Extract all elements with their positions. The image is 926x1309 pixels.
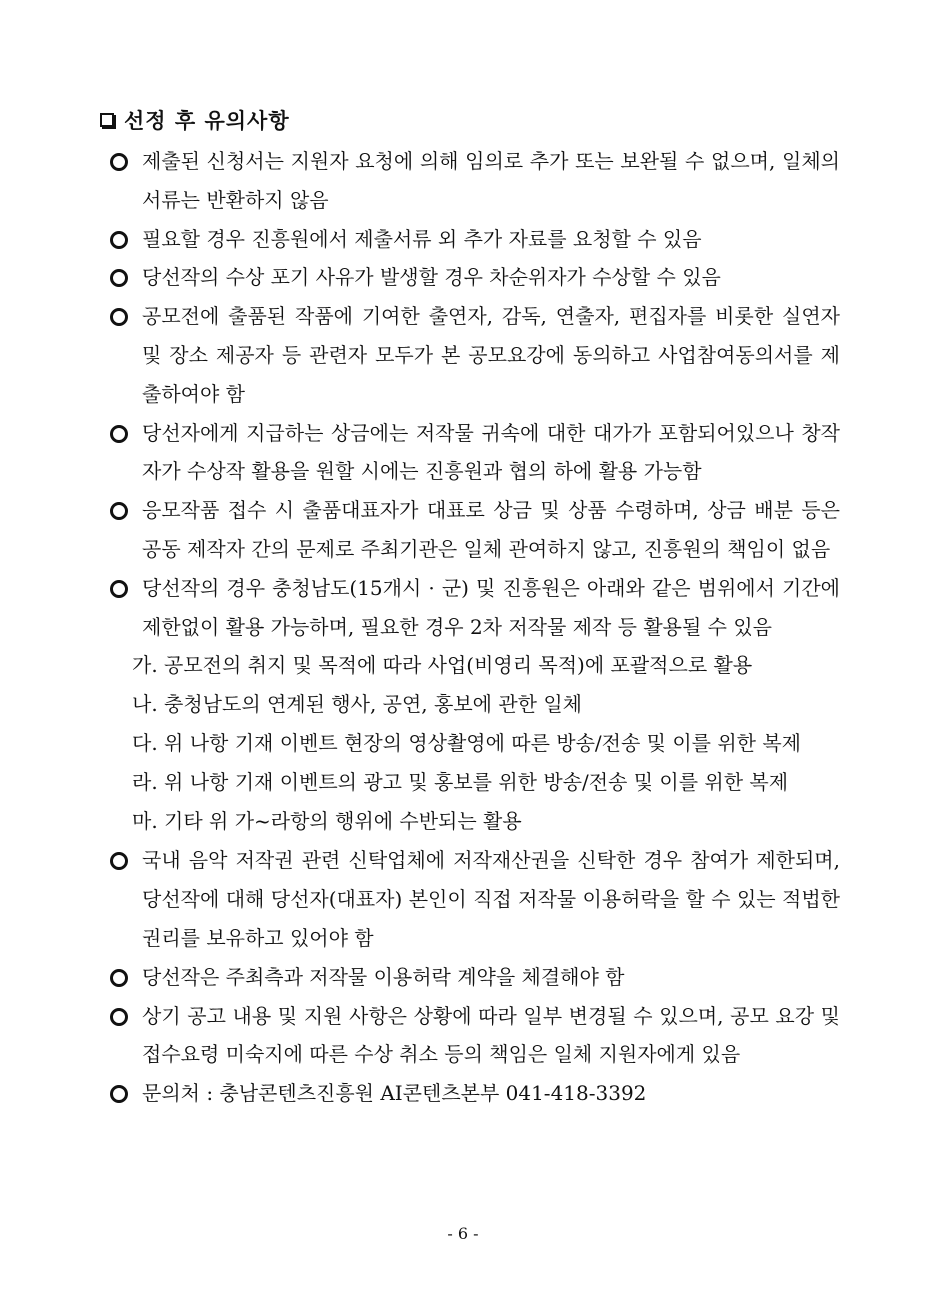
list-item: [110, 220, 840, 259]
list-item-text: 국내 음악 저작권 관련 신탁업체에 저작재산권을 신탁한 경우 참여가 제한되며, 당선작에 대해 당선자(대표자) 본인이 직접 저작물 이용허락을 할 수 있는 적법한 권리를 보유하고 있어야 함: [142, 848, 840, 950]
list-item: [110, 997, 840, 1075]
circle-bullet-icon: [110, 569, 142, 647]
circle-bullet-icon: [110, 491, 142, 569]
notice-list: [110, 142, 840, 1113]
list-item: [110, 958, 840, 997]
list-item-text: 공모전에 출품된 작품에 기여한 출연자, 감독, 연출자, 편집자를 비롯한 실연자 및 장소 제공자 등 관련자 모두가 본 공모요강에 동의하고 사업참여동의서를 제출하여야 함: [142, 304, 840, 406]
list-item-text: 당선자에게 지급하는 상금에는 저작물 귀속에 대한 대가가 포함되어있으나 창작자가 수상작 활용을 원할 시에는 진흥원과 협의 하에 활용 가능함: [142, 420, 840, 484]
list-item: [110, 142, 840, 220]
list-item-text: 당선작의 수상 포기 사유가 발생할 경우 차순위자가 수상할 수 있음: [142, 265, 721, 290]
contact-text: 문의처 : 충남콘텐츠진흥원 AI콘텐츠본부 041-418-3392: [142, 1081, 647, 1106]
circle-bullet-icon: [110, 220, 142, 259]
contact-item: [110, 1074, 840, 1113]
list-item-text: 필요할 경우 진흥원에서 제출서류 외 추가 자료를 요청할 수 있음: [142, 226, 702, 251]
list-item: [110, 491, 840, 569]
sub-item: 마. 기타 위 가~라항의 행위에 수반되는 활용: [132, 809, 522, 834]
sub-item: 라. 위 나항 기재 이벤트의 광고 및 홍보를 위한 방송/전송 및 이를 위한 복제: [132, 770, 789, 795]
circle-bullet-icon: [110, 841, 142, 957]
list-item-text: 응모작품 접수 시 출품대표자가 대표로 상금 및 상품 수령하며, 상금 배분 등은 공동 제작자 간의 문제로 주최기관은 일체 관여하지 않고, 진흥원의 책임이 없음: [142, 498, 840, 561]
checkbox-square-icon: [100, 113, 114, 127]
page-number: - 6 -: [447, 1224, 479, 1243]
list-item: [110, 258, 840, 297]
sub-item: 다. 위 나항 기재 이벤트 현장의 영상촬영에 따른 방송/전송 및 이를 위한 복제: [132, 731, 801, 756]
circle-bullet-icon: [110, 142, 142, 220]
list-item-text: 제출된 신청서는 지원자 요청에 의해 임의로 추가 또는 보완될 수 없으며, 일체의 서류는 반환하지 않음: [142, 149, 840, 212]
circle-bullet-icon: [110, 258, 142, 297]
sub-item: 가. 공모전의 취지 및 목적에 따라 사업(비영리 목적)에 포괄적으로 활용: [132, 653, 753, 678]
list-item: [110, 569, 840, 647]
circle-bullet-icon: [110, 958, 142, 997]
list-item: [110, 297, 840, 413]
sub-list: [110, 646, 840, 841]
circle-bullet-icon: [110, 297, 142, 413]
list-item-text: 당선작은 주최측과 저작물 이용허락 계약을 체결해야 함: [142, 964, 625, 989]
list-item: [110, 414, 840, 492]
list-item-text: 당선작의 경우 충청남도(15개시 · 군) 및 진흥원은 아래와 같은 범위에서 기간에 제한없이 활용 가능하며, 필요한 경우 2차 저작물 제작 등 활용될 수 있음: [142, 575, 840, 639]
circle-bullet-icon: [110, 997, 142, 1075]
list-item: [110, 841, 840, 957]
section-heading: [100, 105, 290, 135]
circle-bullet-icon: [110, 1074, 142, 1113]
sub-item: 나. 충청남도의 연계된 행사, 공연, 홍보에 관한 일체: [132, 692, 582, 717]
list-item-text: 상기 공고 내용 및 지원 사항은 상황에 따라 일부 변경될 수 있으며, 공모 요강 및 접수요령 미숙지에 따른 수상 취소 등의 책임은 일체 지원자에게 있음: [142, 1003, 840, 1067]
section-heading-text: 선정 후 유의사항: [124, 108, 290, 133]
circle-bullet-icon: [110, 414, 142, 492]
